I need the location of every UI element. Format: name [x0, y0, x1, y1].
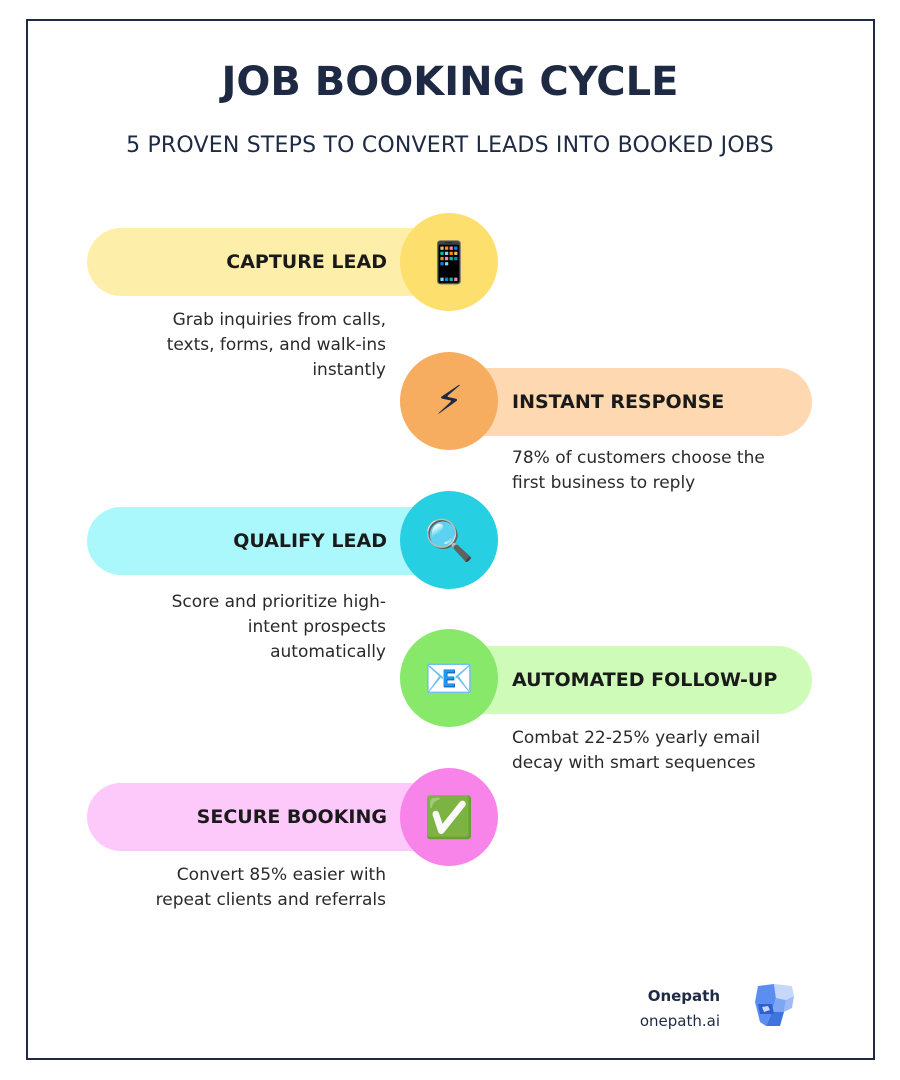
step-secure-booking-badge	[400, 768, 498, 866]
description-line: texts, forms, and walk-ins	[166, 335, 386, 355]
step-automated-follow-up-description	[512, 726, 812, 776]
step-instant-response-badge	[400, 352, 498, 450]
step-capture-lead-badge	[400, 213, 498, 311]
step-label: QUALIFY LEAD	[233, 530, 387, 552]
lightning-bolt-icon: ⚡	[434, 378, 464, 424]
step-instant-response-description	[512, 446, 812, 496]
page-subtitle: 5 PROVEN STEPS TO CONVERT LEADS INTO BOOKED JOBS	[126, 133, 774, 158]
description-line: Combat 22-25% yearly email	[512, 728, 761, 748]
description-line: decay with smart sequences	[512, 753, 756, 773]
onepath-logo-icon	[752, 982, 796, 1034]
brand-name: Onepath	[647, 987, 720, 1005]
step-capture-lead-description	[86, 308, 386, 383]
description-line: Grab inquiries from calls,	[172, 310, 386, 330]
step-label: CAPTURE LEAD	[226, 251, 387, 273]
page-title: JOB BOOKING CYCLE	[221, 59, 679, 105]
mobile-phone-icon: 📱	[424, 239, 474, 286]
step-secure-booking-description	[86, 863, 386, 913]
description-line: automatically	[270, 642, 386, 662]
description-line: Convert 85% easier with	[176, 865, 386, 885]
step-qualify-lead-badge	[400, 491, 498, 589]
description-line: first business to reply	[512, 473, 696, 493]
step-qualify-lead-description	[86, 590, 386, 665]
step-label: AUTOMATED FOLLOW-UP	[512, 669, 778, 691]
description-line: Score and prioritize high-	[171, 592, 386, 612]
description-line: instantly	[312, 360, 386, 380]
step-label: INSTANT RESPONSE	[512, 391, 725, 413]
description-line: intent prospects	[247, 617, 386, 637]
step-automated-follow-up-badge	[400, 629, 498, 727]
step-label: SECURE BOOKING	[196, 806, 387, 828]
magnifying-glass-icon: 🔍	[424, 517, 474, 564]
email-envelope-icon: 📧	[424, 655, 474, 702]
description-line: 78% of customers choose the	[512, 448, 765, 468]
description-line: repeat clients and referrals	[155, 890, 386, 910]
check-mark-icon: ✅	[424, 794, 474, 841]
brand-url: onepath.ai	[639, 1012, 720, 1030]
